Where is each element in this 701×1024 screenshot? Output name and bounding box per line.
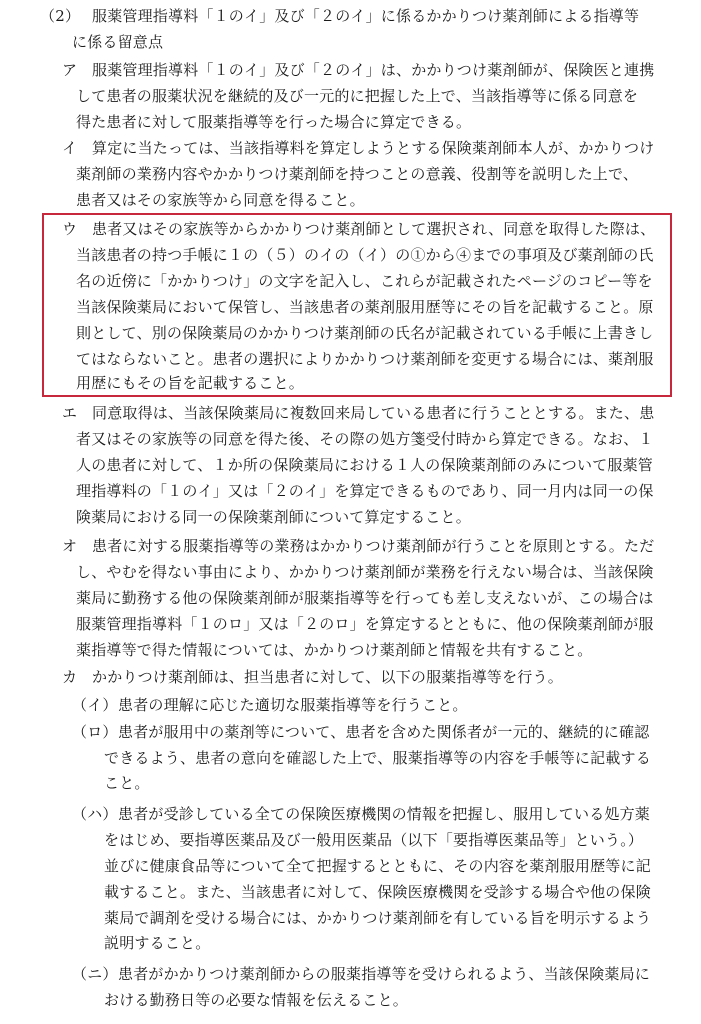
item-e-line: 理指導料の「１のイ」又は「２のイ」を算定できるものであり、同一月内は同一の保 [76,482,654,500]
item-i-line: 算定に当たっては、当該指導料を算定しようとする保険薬剤師本人が、かかりつけ [92,139,655,157]
item-e-line: 人の患者に対して、１か所の保険薬局における１人の保険薬剤師のみについて服薬管 [76,456,654,474]
subitem-ha-line: をはじめ、要指導医薬品及び一般用医薬品（以下「要指導医薬品等」という。） [104,831,644,849]
subitem-i-line: 患者の理解に応じた適切な服薬指導等を行うこと。 [118,696,468,714]
item-o-line: し、やむを得ない事由により、かかりつけ薬剤師が業務を行えない場合は、当該保険 [76,563,654,581]
item-u-line: 則として、別の保険薬局のかかりつけ薬剤師の氏名が記載されている手帳に上書きし [76,324,654,342]
item-e-line: 同意取得は、当該保険薬局に複数回来局している患者に行うこととする。また、患 [92,404,655,422]
item-ka-line: かかりつけ薬剤師は、担当患者に対して、以下の服薬指導等を行う。 [92,668,563,686]
item-a-line: 得た患者に対して服薬指導等を行った場合に算定できる。 [76,113,472,131]
heading-line-1: 服薬管理指導料「１のイ」及び「２のイ」に係るかかりつけ薬剤師による指導等 [92,7,640,25]
item-o-marker: オ [62,537,78,555]
subitem-ro-line: できるよう、患者の意向を確認した上で、服薬指導等の内容を手帳等に記載する [104,749,651,767]
subitem-ha-line: 薬局で調剤を受ける場合には、かかりつけ薬剤師を有している旨を明示するよう [104,909,652,927]
item-e-line: 者又はその家族等の同意を得た後、その際の処方箋受付時から算定できる。なお、１ [76,430,654,448]
item-o-line: 患者に対する服薬指導等の業務はかかりつけ薬剤師が行うことを原則とする。ただ [92,537,655,555]
item-a-line: 服薬管理指導料「１のイ」及び「２のイ」は、かかりつけ薬剤師が、保険医と連携 [92,61,655,79]
subitem-ro-marker: （ロ） [72,723,118,741]
item-i-line: 患者又はその家族等から同意を得ること。 [76,191,365,209]
subitem-ha-line: 説明すること。 [104,934,211,952]
item-o-line: 薬指導等で得た情報については、かかりつけ薬剤師と情報を共有すること。 [76,641,593,659]
item-ka-marker: カ [62,668,78,686]
item-a-marker: ア [62,61,78,79]
item-u-line: 名の近傍に「かかりつけ」の文字を記入し、これらが記載されたページのコピー等を [76,272,653,290]
heading-line-2: に係る留意点 [72,33,164,51]
item-u-line: 当該患者の持つ手帳に１の（５）のイの（イ）の①から④までの事項及び薬剤師の氏 [76,246,654,264]
subitem-ro-line: 患者が服用中の薬剤等について、患者を含めた関係者が一元的、継続的に確認 [118,723,650,741]
item-e-marker: エ [62,404,78,422]
item-u-line: 患者又はその家族等からかかりつけ薬剤師として選択され、同意を取得した際は、 [92,220,656,238]
item-a-line: して患者の服薬状況を継続的及び一元的に把握した上で、当該指導等に係る同意を [76,87,639,105]
subitem-ni-marker: （ニ） [72,965,118,983]
subitem-ha-line: 載すること。また、当該患者に対して、保険医療機関を受診する場合や他の保険 [104,883,651,901]
subitem-ha-marker: （ハ） [72,805,118,823]
item-o-line: 服薬管理指導料「１のロ」又は「２のロ」を算定するとともに、他の保険薬剤師が服 [76,615,654,633]
item-o-line: 薬局に勤務する他の保険薬剤師が服薬指導等を行っても差し支えないが、この場合は [76,589,654,607]
item-u-line: てはならないこと。患者の選択によりかかりつけ薬剤師を変更する場合には、薬剤服 [76,350,654,368]
subitem-ha-line: 並びに健康食品等について全て把握するとともに、その内容を薬剤服用歴等に記 [104,857,651,875]
subitem-ni-line: おける勤務日等の必要な情報を伝えること。 [104,991,409,1009]
subitem-ro-line: こと。 [104,774,150,792]
item-u-line: 用歴にもその旨を記載すること。 [76,374,305,392]
subitem-i-marker: （イ） [72,696,118,714]
item-u-marker: ウ [62,220,78,238]
heading-number: （2） [40,7,81,25]
subitem-ha-line: 患者が受診している全ての保険医療機関の情報を把握し、服用している処方薬 [118,805,651,823]
item-i-marker: イ [62,139,78,157]
item-e-line: 険薬局における同一の保険薬剤師について算定すること。 [76,508,471,526]
subitem-ni-line: 患者がかかりつけ薬剤師からの服薬指導等を受けられるよう、当該保険薬局に [118,965,651,983]
item-i-line: 薬剤師の業務内容やかかりつけ薬剤師を持つことの意義、役割等を説明した上で、 [76,165,639,183]
item-u-line: 当該保険薬局において保管し、当該患者の薬剤服用歴等にその旨を記載すること。原 [76,298,654,316]
